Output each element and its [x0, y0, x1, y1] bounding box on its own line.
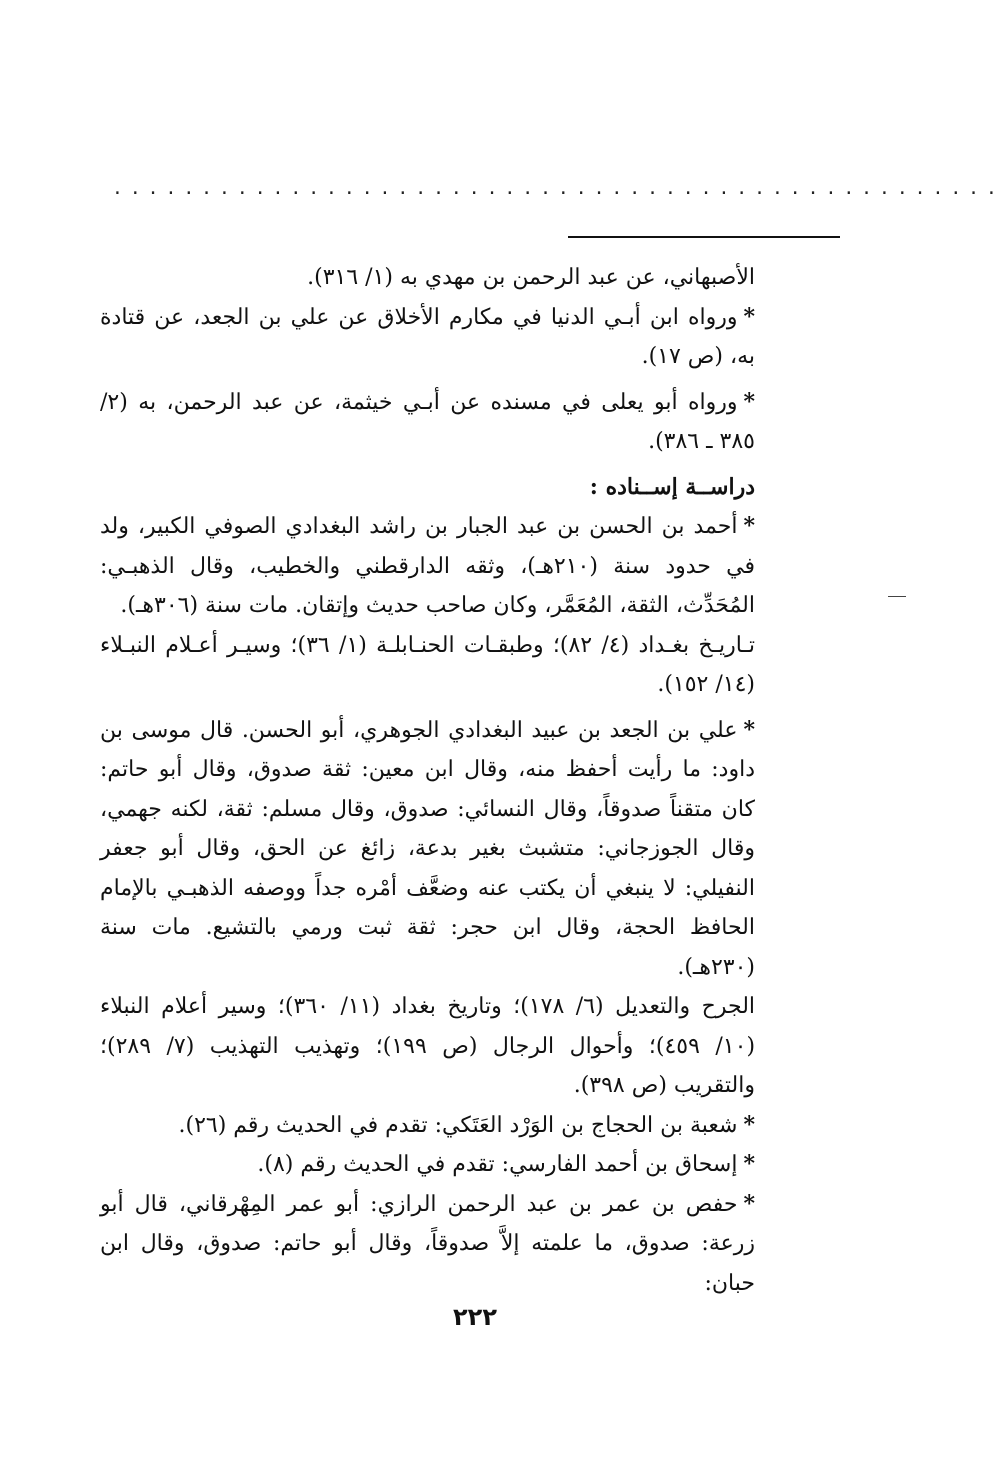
- paragraph-p7: [100, 711, 755, 988]
- paragraph-text: علي بن الجعد بن عبيد البغدادي الجوهري، أبو الحسن. قال موسى بن داود: ما رأيت أحفظ منه، وقال ابن معين: ثقة صدوق، وقال أبو حاتم: كان متقناً صدوقاً، وقال النسائي: صدوق، وقال مسلم: ثقة، لكنه جهمي، وقال الجوزجاني: متشبث بغير بدعة، زائغ عن الحق، وقال أبو جعفر النفيلي: لا ينبغي أن يكتب عنه وضعَّف أمْره جداً ووصفه الذهبـي بالإمام الحافظ الحجة، وقال ابن حجر: ثقة ثبت ورمي بالتشيع. مات سنة (٢٣٠هـ).: [100, 717, 755, 980]
- paragraph-text: الأصبهاني، عن عبد الرحمن بن مهدي به (١/ ٣١٦).: [307, 265, 755, 290]
- paragraph-p3: [100, 383, 755, 462]
- paragraph-text: ورواه أبو يعلى في مسنده عن أبـي خيثمة، عن عبد الرحمن، به (٢/ ٣٨٥ ـ ٣٨٦).: [100, 389, 755, 454]
- paragraph-text: الجرح والتعديل (٦/ ١٧٨)؛ وتاريخ بغداد (١١/ ٣٦٠)؛ وسير أعلام النبلاء (١٠/ ٤٥٩)؛ وأحوال الرجال (ص ١٩٩)؛ وتهذيب التهذيب (٧/ ٢٨٩)؛ والتقريب (ص ٣٩٨).: [100, 994, 756, 1098]
- asterisk-icon: *: [743, 388, 755, 415]
- paragraph-text: تـاريـخ بغـداد (٤/ ٨٢)؛ وطبقـات الحنـابلـة (١/ ٣٦)؛ وسيـر أعـلام النبـلاء (١٤/ ١٥٢).: [100, 632, 756, 697]
- page-number: ٢٢٢: [453, 1303, 497, 1331]
- paragraph-p9: [100, 1106, 755, 1146]
- dotted-separator: ..................................................: [112, 178, 1004, 199]
- asterisk-icon: *: [743, 1190, 755, 1217]
- footnote-text: [100, 258, 755, 1303]
- asterisk-icon: *: [743, 513, 755, 539]
- heading-text: دراســة إســناده :: [589, 473, 755, 500]
- paragraph-text: شعبة بن الحجاج بن الوَرْد العَتَكي: تقدم في الحديث رقم (٢٦).: [178, 1112, 738, 1138]
- asterisk-icon: *: [743, 1111, 755, 1138]
- paragraph-text: ورواه ابن أبـي الدنيا في مكارم الأخلاق عن علي بن الجعد، عن قتادة به، (ص ١٧).: [100, 304, 755, 369]
- paragraph-text: إسحاق بن أحمد الفارسي: تقدم في الحديث رقم (٨).: [257, 1152, 738, 1177]
- paragraph-p11: [100, 1185, 755, 1304]
- paragraph-text: أحمد بن الحسن بن عبد الجبار بن راشد البغدادي الصوفي الكبير، ولد في حدود سنة (٢١٠هـ)، وثقه الدارقطني والخطيب، وقال الذهبـي: المُحَدِّث، الثقة، المُعَمَّر، وكان صاحب حديث وإتقان. مات سنة (٣٠٦هـ).: [100, 514, 755, 618]
- paragraph-p10: [100, 1145, 755, 1185]
- paragraph-text: حفص بن عمر بن عبد الرحمن الرازي: أبو عمر المِهْرقاني، قال أبو زرعة: صدوق، ما علمته إلاَّ صدوقاً، وقال أبو حاتم: صدوق، وقال ابن حبان:: [100, 1191, 755, 1296]
- paragraph-p8: [100, 987, 755, 1106]
- margin-mark: [888, 596, 906, 597]
- paragraph-p2: [100, 298, 755, 377]
- asterisk-icon: *: [743, 1151, 755, 1177]
- asterisk-icon: *: [743, 716, 755, 743]
- paragraph-p5: [100, 507, 755, 626]
- footnote-rule: [568, 236, 840, 238]
- paragraph-p1: [100, 258, 755, 298]
- section-heading: [100, 468, 755, 508]
- asterisk-icon: *: [743, 303, 755, 330]
- paragraph-p6: [100, 626, 755, 705]
